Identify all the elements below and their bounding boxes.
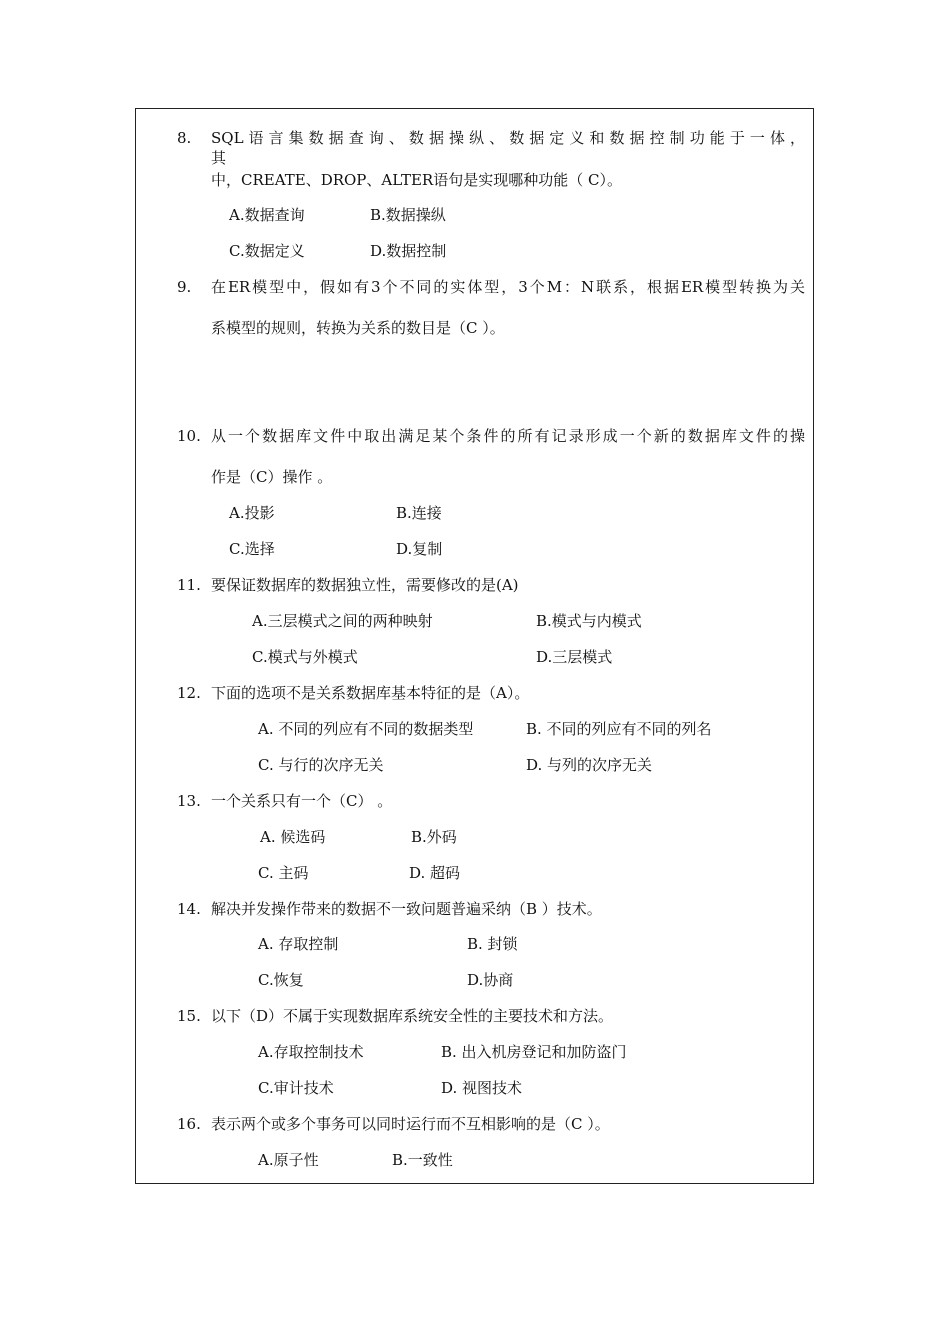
option-b: B.数据操纵 (370, 206, 446, 224)
option-d: D. 视图技术 (441, 1079, 523, 1097)
question-text: 表示两个或多个事务可以同时运行而不互相影响的是（C ）。 (211, 1115, 610, 1133)
question-text: 从一个数据库文件中取出满足某个条件的所有记录形成一个新的数据库文件的操 (211, 427, 805, 445)
option-d: D. 与列的次序无关 (526, 756, 653, 774)
option-a: A.三层模式之间的两种映射 (252, 612, 433, 630)
question-text: 解决并发操作带来的数据不一致问题普遍采纳（B ）技术。 (211, 900, 602, 918)
question-text: 以下（D）不属于实现数据库系统安全性的主要技术和方法。 (211, 1007, 614, 1025)
option-b: B. 出入机房登记和加防盗门 (441, 1043, 627, 1061)
option-a: A.投影 (229, 504, 275, 522)
question-text: 中，CREATE、DROP、ALTER语句是实现哪种功能（ C）。 (211, 171, 622, 189)
option-b: B.外码 (411, 828, 457, 846)
question-number: 16. (177, 1115, 201, 1133)
question-number: 9. (177, 278, 192, 296)
option-c: C.数据定义 (229, 242, 305, 260)
option-c: C.选择 (229, 540, 275, 558)
question-text: 下面的选项不是关系数据库基本特征的是（A）。 (211, 684, 530, 702)
option-b: B.一致性 (392, 1151, 453, 1169)
option-a: A. 存取控制 (258, 935, 339, 953)
question-number: 11. (177, 576, 201, 594)
option-c: C.恢复 (258, 971, 304, 989)
question-text: 在ER模型中，假如有3个不同的实体型，3个M：N联系，根据ER模型转换为关 (211, 278, 805, 296)
option-a: A.存取控制技术 (258, 1043, 364, 1061)
question-number: 10. (177, 427, 201, 445)
option-d: D.三层模式 (536, 648, 613, 666)
option-b: B.连接 (396, 504, 442, 522)
option-d: D.协商 (467, 971, 514, 989)
option-b: B.模式与内模式 (536, 612, 642, 630)
option-a: A.数据查询 (229, 206, 305, 224)
question-text: 系模型的规则，转换为关系的数目是（C ）。 (211, 319, 505, 337)
option-a: A. 不同的列应有不同的数据类型 (258, 720, 474, 738)
option-b: B. 不同的列应有不同的列名 (526, 720, 712, 738)
option-c: C. 主码 (258, 864, 309, 882)
option-c: C.审计技术 (258, 1079, 334, 1097)
question-text: 要保证数据库的数据独立性，需要修改的是(A) (211, 576, 519, 594)
option-a: A.原子性 (258, 1151, 319, 1169)
question-number: 15. (177, 1007, 201, 1025)
option-d: D.复制 (396, 540, 443, 558)
option-b: B. 封锁 (467, 935, 518, 953)
option-c: C.模式与外模式 (252, 648, 358, 666)
question-number: 13. (177, 792, 201, 810)
option-d: D. 超码 (409, 864, 461, 882)
question-text: 一个关系只有一个（C） 。 (211, 792, 393, 810)
option-d: D.数据控制 (370, 242, 447, 260)
question-number: 14. (177, 900, 201, 918)
option-c: C. 与行的次序无关 (258, 756, 384, 774)
question-text: SQL 语 言 集 数 据 查 询 、 数 据 操 纵 、 数 据 定 义 和 数 据 控 制 功 能 于 一 体 ， 其 (211, 129, 805, 167)
option-a: A. 候选码 (260, 828, 326, 846)
question-text: 作是（C）操作 。 (211, 468, 333, 486)
question-number: 12. (177, 684, 201, 702)
question-number: 8. (177, 129, 192, 147)
